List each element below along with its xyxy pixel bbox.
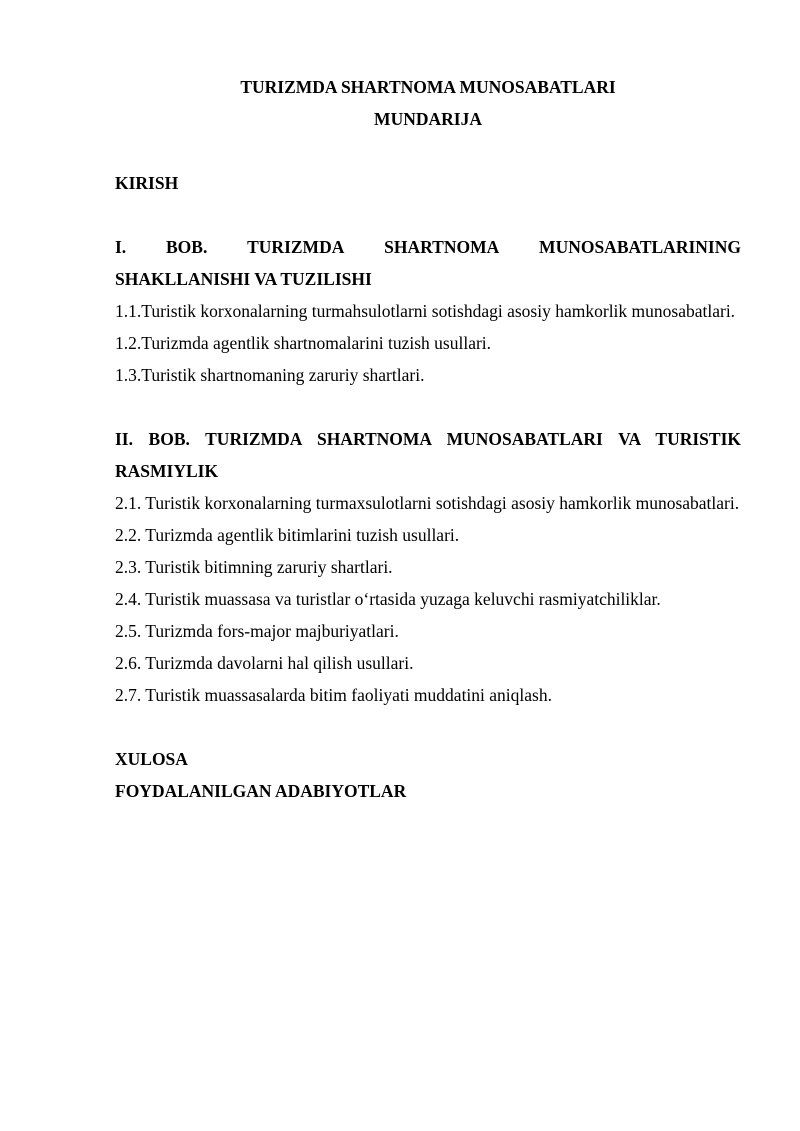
toc-item: 2.3. Turistik bitimning zaruriy shartlari. — [115, 557, 393, 577]
chapter1-heading-word: TURIZMDA — [247, 237, 345, 257]
conclusion-heading: XULOSA — [115, 749, 188, 769]
chapter1-heading-word: BOB. — [165, 237, 208, 257]
chapter1-heading-line1 — [115, 231, 741, 263]
spacer — [115, 391, 741, 423]
toc-item: 1.2.Turizmda agentlik shartnomalarini tuzish usullari. — [115, 333, 492, 353]
toc-item: 2.5. Turizmda fors-major majburiyatlari. — [115, 621, 399, 641]
toc-item: 2.6. Turizmda davolarni hal qilish usullari. — [115, 653, 414, 673]
toc-item: 1.3.Turistik shartnomaning zaruriy shartlari. — [115, 365, 425, 385]
toc-item: 2.7. Turistik muassasalarda bitim faoliyati muddatini aniqlash. — [115, 685, 552, 705]
document-subtitle: MUNDARIJA — [374, 109, 482, 129]
intro-heading: KIRISH — [115, 173, 179, 193]
spacer — [115, 135, 741, 167]
chapter2-heading: II. BOB. TURIZMDA SHARTNOMA MUNOSABATLARI VA TURISTIK RASMIYLIK — [115, 429, 741, 481]
toc-item: 2.4. Turistik muassasa va turistlar o‘rtasida yuzaga keluvchi rasmiyatchiliklar. — [115, 589, 661, 609]
chapter1-heading-line2: SHAKLLANISHI VA TUZILISHI — [115, 269, 372, 289]
chapter1-heading-word: SHARTNOMA — [384, 237, 500, 257]
chapter1-heading-word: MUNOSABATLARINING — [539, 237, 741, 257]
toc-item: 2.2. Turizmda agentlik bitimlarini tuzish usullari. — [115, 525, 460, 545]
references-heading: FOYDALANILGAN ADABIYOTLAR — [115, 781, 407, 801]
document-title: TURIZMDA SHARTNOMA MUNOSABATLARI — [240, 77, 616, 97]
spacer — [115, 711, 741, 743]
spacer — [115, 199, 741, 231]
toc-item: 2.1. Turistik korxonalarning turmaxsulotlarni sotishdagi asosiy hamkorlik munosabatlari. — [115, 493, 740, 513]
document-content — [115, 71, 741, 807]
toc-item: 1.1.Turistik korxonalarning turmahsulotlarni sotishdagi asosiy hamkorlik munosabatlari. — [115, 301, 736, 321]
chapter1-heading-word: I. — [115, 237, 127, 257]
